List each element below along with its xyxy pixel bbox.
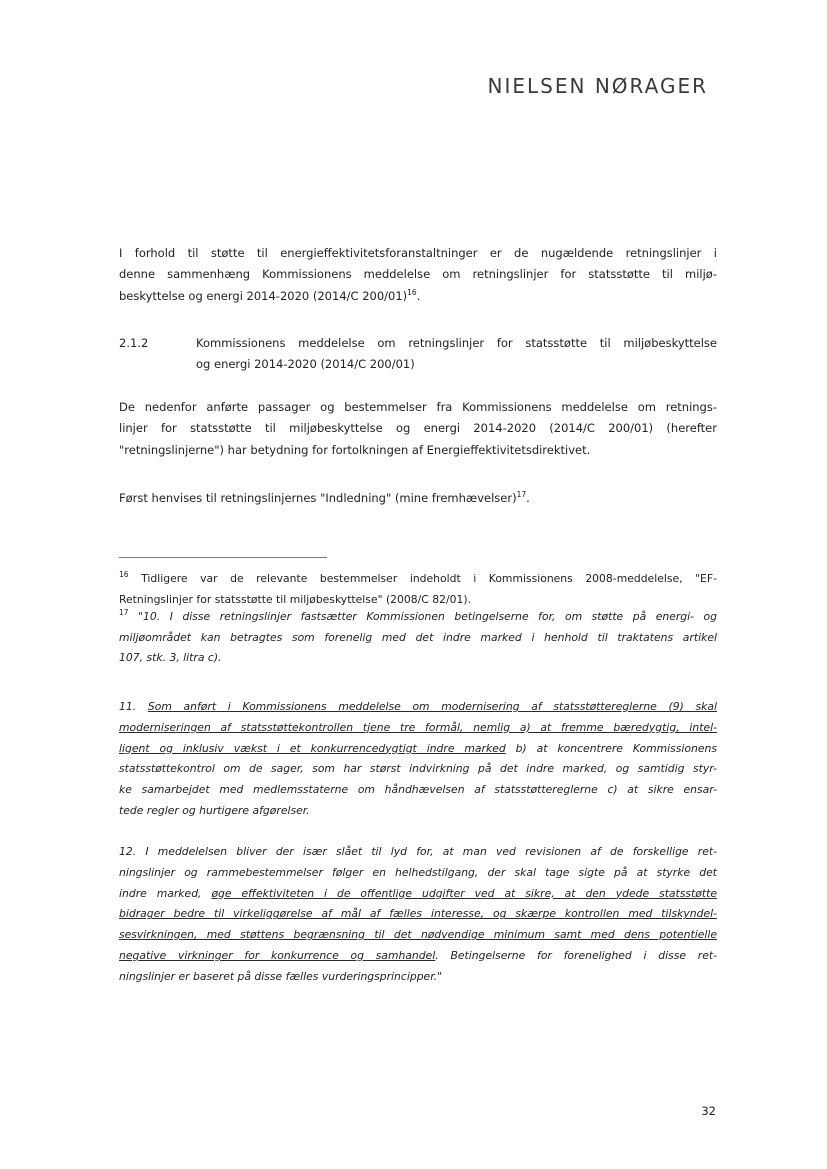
section-number: 2.1.2 [119,336,149,350]
footnote-ref-16[interactable]: 16 [407,287,417,297]
footnote-separator [119,557,327,558]
footnote-17: $^{17}$ "10. I disse retningslinjer fastsætter Kommissionen betingelserne for, om støtte på energi- og miljøområdet kan betragtes som forenelig med det indre marked i henhold til traktatens artikel 107, stk. 3, litra c). [119,608,718,665]
reference-paragraph: Først henvises til retningslinjernes "Indledning" (mine fremhævelser)$^{17}$. [119,490,530,505]
quote-paragraph-12: 12. I meddelelsen bliver der især slået til lyd for, at man ved revisionen af de forskellige ret- ningslinjer og rammebestemmelser følger en helhedstilgang, der skal tage sigte på at styrke det indre marked, øge effektiviteten i de offentlige udgifter ved at sikre, at den ydede statsstøtte bidrager bedre til virkeliggørelse af mål af fælles interesse, og skærpe kontrollen med tilskyndel- sesvirkningen, med støttens begrænsning til det nødvendige minimum samt med dens potentielle negative virkninger for konkurrence og samhandel. Betingelserne for forenelighed i disse ret- ningslinjer er baseret på disse fælles vurderingsprincipper." [119,845,717,983]
section-heading: Kommissionens meddelelse om retningslinjer for statsstøtte til miljøbeskyttelse og energi 2014-2020 (2014/C 200/01) [196,336,717,372]
page-number: 32 [701,1104,716,1118]
passages-paragraph: De nedenfor anførte passager og bestemmelser fra Kommissionens meddelelse om retnings- linjer for statsstøtte til miljøbeskyttelse og energi 2014-2020 (2014/C 200/01) (herefter "retningslinjerne") har betydning for fortolkningen af Energieffektivitetsdirektivet. [119,400,717,457]
intro-paragraph: I forhold til støtte til energieffektivitetsforanstaltninger er de nugældende retningslinjer i denne sammenhæng Kommissionens meddelelse om retningslinjer for statsstøtte til miljø- beskyttelse og energi 2014-2020 (2014/C 200/01)$^{16}$. [119,246,717,303]
footnote-ref-17[interactable]: 17 [516,490,527,499]
footnote-16: $^{16}$ Tidligere var de relevante bestemmelser indeholdt i Kommissionens 2008-meddelelse, "EF- Retningslinjer for statsstøtte til miljøbeskyttelse" (2008/C 82/01). [119,570,717,606]
company-logo: NIELSEN NØRAGER [487,74,708,98]
quote-paragraph-11: 11. Som anført i Kommissionens meddelelse om modernisering af statsstøttereglerne (9) skal moderniseringen af statsstøttekontrollen tjene tre formål, nemlig a) at fremme bæredygtig, intel- ligent og inklusiv vækst i et konkurrencedygtigt indre marked b) at koncentrere Kommissionens statsstøttekontrol om de sager, som har størst indvirkning på det indre marked, og samtidig styr- ke samarbejdet med medlemsstaterne om håndhævelsen af statsstøttereglerne c) at sikre ensar- tede regler og hurtigere afgørelser. [119,700,717,817]
